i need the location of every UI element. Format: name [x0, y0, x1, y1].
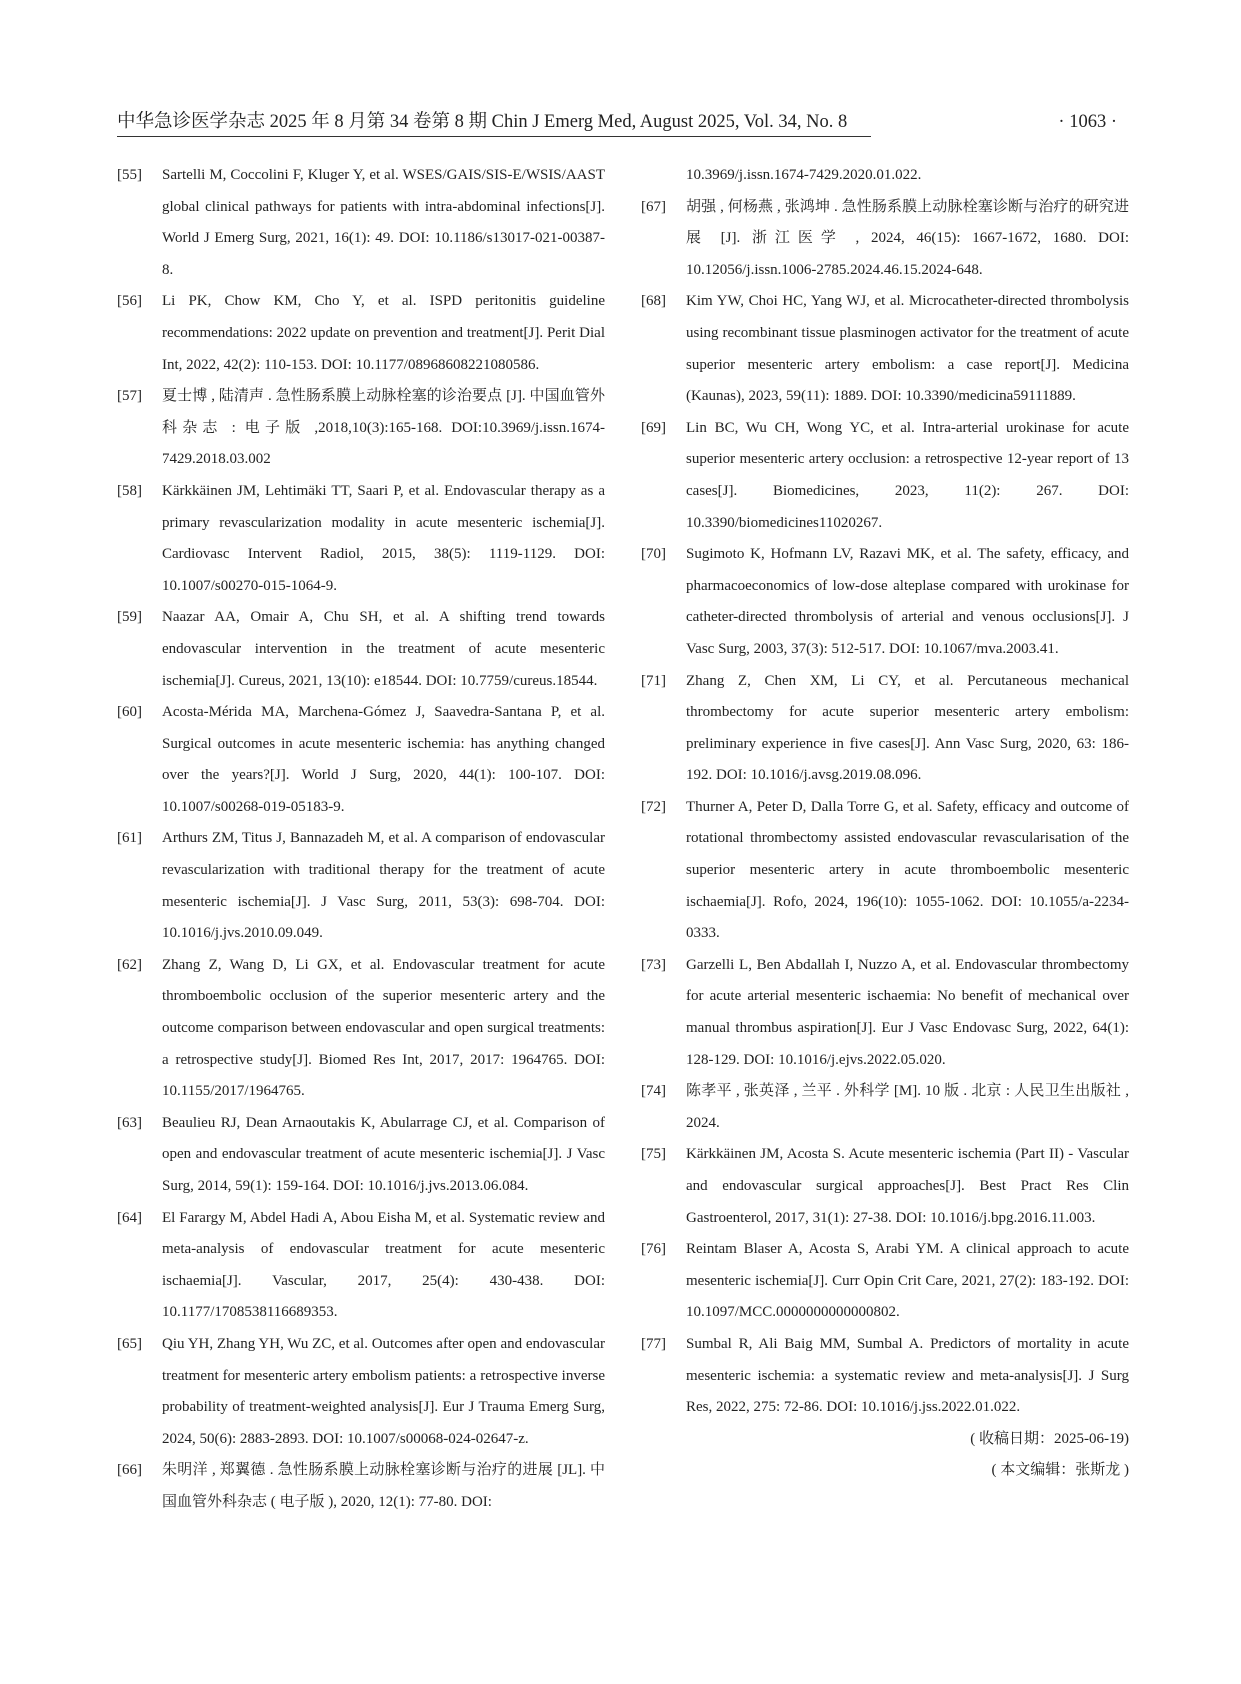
reference-text: Thurner A, Peter D, Dalla Torre G, et al. Safety, efficacy and outcome of rotational thrombectomy assisted endovascular revascularisation of the superior mesenteric artery in acute thromboembolic mesenteric ischaemia[J]. Rofo, 2024, 196(10): 1055-1062. DOI: 10.1055/a-2234-0333. [686, 798, 1129, 942]
left-column [117, 160, 605, 1519]
reference-number: [57] [117, 388, 142, 405]
reference-number: [55] [117, 167, 142, 183]
reference-text: El Farargy M, Abdel Hadi A, Abou Eisha M, et al. Systematic review and meta-analysis of endovascular treatment for acute mesenteric ischaemia[J]. Vascular, 2017, 25(4): 430-438. DOI: 10.1177/1708538116689353. [162, 1209, 605, 1321]
reference-number: [71] [641, 672, 666, 689]
reference-item [641, 1234, 1129, 1329]
reference-text: Garzelli L, Ben Abdallah I, Nuzzo A, et al. Endovascular thrombectomy for acute arterial mesenteric ischaemia: No benefit of mechanical over manual thrombus aspiration[J]. Eur J Vasc Endovasc Surg, 2022, 64(1): 128-129. DOI: 10.1016/j.ejvs.2022.05.020. [686, 956, 1129, 1068]
reference-number: [62] [117, 956, 142, 973]
reference-text: Zhang Z, Wang D, Li GX, et al. Endovascular treatment for acute thromboembolic occlusion of the superior mesenteric artery and the outcome comparison between endovascular and open surgical treatments: a retrospective study[J]. Biomed Res Int, 2017, 2017: 1964765. DOI: 10.1155/2017/1964765. [162, 956, 605, 1100]
reference-number: [68] [641, 293, 666, 310]
reference-item [641, 1076, 1129, 1139]
received-date: ( 收稿日期：2025-06-19) [970, 1430, 1129, 1447]
reference-number: [73] [641, 956, 666, 973]
reference-number: [69] [641, 419, 666, 436]
reference-number: [72] [641, 798, 666, 815]
reference-item [117, 1203, 605, 1329]
reference-item [641, 192, 1129, 287]
reference-text: Kärkkäinen JM, Acosta S. Acute mesenteric ischemia (Part II) - Vascular and endovascular surgical approaches[J]. Best Pract Res Clin Gastroenterol, 2017, 31(1): 27-38. DOI: 10.1016/j.bpg.2016.11.003. [686, 1146, 1129, 1226]
reference-number: [58] [117, 482, 142, 499]
reference-text: 朱明洋 , 郑翼德 . 急性肠系膜上动脉栓塞诊断与治疗的进展 [JL]. 中国血管外科杂志 ( 电子版 ), 2020, 12(1): 77-80. DOI: [162, 1462, 605, 1510]
reference-text: Qiu YH, Zhang YH, Wu ZC, et al. Outcomes after open and endovascular treatment for mesenteric artery embolism patients: a retrospective inverse probability of treatment-weighted analysis[J]. Eur J Trauma Emerg Surg, 2024, 50(6): 2883-2893. DOI: 10.1007/s00068-024-02647-z. [162, 1335, 605, 1447]
page-number: · 1063 · [1058, 112, 1117, 132]
reference-item [641, 1329, 1129, 1424]
reference-item [117, 286, 605, 381]
reference-text: 夏士博 , 陆清声 . 急性肠系膜上动脉栓塞的诊治要点 [J]. 中国血管外科杂志 : 电子版 ,2018,10(3):165-168. DOI:10.3969/j.issn.1674-7429.2018.03.002 [162, 388, 605, 468]
reference-item [117, 602, 605, 697]
reference-text: Li PK, Chow KM, Cho Y, et al. ISPD peritonitis guideline recommendations: 2022 update on prevention and treatment[J]. Perit Dial Int, 2022, 42(2): 110-153. DOI: 10.1177/08968608221080586. [162, 293, 605, 373]
reference-item [641, 950, 1129, 1076]
reference-item [117, 1455, 605, 1518]
reference-text: Kärkkäinen JM, Lehtimäki TT, Saari P, et al. Endovascular therapy as a primary revascularization modality in acute mesenteric ischemia[J]. Cardiovasc Intervent Radiol, 2015, 38(5): 1119-1129. DOI: 10.1007/s00270-015-1064-9. [162, 482, 605, 594]
reference-number: [59] [117, 609, 142, 626]
running-header [117, 108, 1117, 136]
reference-text: Reintam Blaser A, Acosta S, Arabi YM. A clinical approach to acute mesenteric ischemia[J]. Curr Opin Crit Care, 2021, 27(2): 183-192. DOI: 10.1097/MCC.0000000000000802. [686, 1241, 1129, 1321]
reference-item [641, 413, 1129, 539]
reference-number: [60] [117, 704, 142, 721]
reference-text: Naazar AA, Omair A, Chu SH, et al. A shifting trend towards endovascular intervention in the treatment of acute mesenteric ischemia[J]. Cureus, 2021, 13(10): e18544. DOI: 10.7759/cureus.18544. [162, 609, 605, 689]
reference-text: Sumbal R, Ali Baig MM, Sumbal A. Predictors of mortality in acute mesenteric ischemia: a systematic review and meta-analysis[J]. J Surg Res, 2022, 275: 72-86. DOI: 10.1016/j.jss.2022.01.022. [686, 1335, 1129, 1416]
reference-number: [67] [641, 198, 666, 215]
reference-item [117, 1329, 605, 1455]
reference-number: [64] [117, 1209, 142, 1226]
reference-text: Sartelli M, Coccolini F, Kluger Y, et al. WSES/GAIS/SIS-E/WSIS/AAST global clinical pathways for patients with intra-abdominal infections[J]. World J Emerg Surg, 2021, 16(1): 49. DOI: 10.1186/s13017-021-00387-8. [162, 167, 605, 278]
reference-number: [76] [641, 1241, 666, 1258]
reference-continuation: 10.3969/j.issn.1674-7429.2020.01.022. [686, 167, 922, 183]
reference-item [117, 950, 605, 1108]
reference-text: 胡强 , 何杨燕 , 张鸿坤 . 急性肠系膜上动脉栓塞诊断与治疗的研究进展 [J]. 浙江医学 , 2024, 46(15): 1667-1672, 1680. DOI: 10.12056/j.issn.1006-2785.2024.46.15.2024-648. [686, 198, 1129, 278]
reference-text: Beaulieu RJ, Dean Arnaoutakis K, Abularrage CJ, et al. Comparison of open and endovascular treatment of acute mesenteric ischemia[J]. J Vasc Surg, 2014, 59(1): 159-164. DOI: 10.1016/j.jvs.2013.06.084. [162, 1114, 605, 1194]
reference-number: [70] [641, 546, 666, 563]
reference-number: [56] [117, 293, 142, 310]
reference-item [641, 286, 1129, 412]
reference-item [117, 381, 605, 476]
reference-item [117, 1108, 605, 1203]
reference-text: Zhang Z, Chen XM, Li CY, et al. Percutaneous mechanical thrombectomy for acute superior mesenteric artery embolism: preliminary experience in five cases[J]. Ann Vasc Surg, 2020, 63: 186-192. DOI: 10.1016/j.avsg.2019.08.096. [686, 672, 1129, 784]
reference-number: [74] [641, 1083, 666, 1100]
reference-item [117, 697, 605, 823]
reference-number: [77] [641, 1335, 666, 1352]
header-underline [117, 136, 871, 137]
reference-number: [66] [117, 1462, 142, 1479]
reference-item [117, 476, 605, 602]
reference-item [641, 539, 1129, 665]
reference-item [117, 160, 605, 286]
reference-number: [61] [117, 830, 142, 847]
editor-credit: ( 本文编辑：张斯龙 ) [991, 1462, 1129, 1479]
reference-number: [65] [117, 1335, 142, 1352]
reference-text: 陈孝平 , 张英泽 , 兰平 . 外科学 [M]. 10 版 . 北京 : 人民卫生出版社 , 2024. [686, 1083, 1129, 1131]
reference-number: [75] [641, 1146, 666, 1163]
right-column [641, 160, 1129, 1487]
reference-text: Lin BC, Wu CH, Wong YC, et al. Intra-arterial urokinase for acute superior mesenteric artery occlusion: a retrospective 12-year report of 13 cases[J]. Biomedicines, 2023, 11(2): 267. DOI: 10.3390/biomedicines11020267. [686, 419, 1129, 531]
reference-text: Sugimoto K, Hofmann LV, Razavi MK, et al. The safety, efficacy, and pharmacoeconomics of low-dose alteplase compared with urokinase for catheter-directed thrombolysis of arterial and venous occlusions[J]. J Vasc Surg, 2003, 37(3): 512-517. DOI: 10.1067/mva.2003.41. [686, 546, 1129, 657]
reference-item [641, 1139, 1129, 1234]
reference-text: Kim YW, Choi HC, Yang WJ, et al. Microcatheter-directed thrombolysis using recombinant tissue plasminogen activator for the treatment of acute superior mesenteric artery embolism: a case report[J]. Medicina (Kaunas), 2023, 59(11): 1889. DOI: 10.3390/medicina59111889. [686, 293, 1129, 405]
reference-number: [63] [117, 1114, 142, 1131]
reference-item [641, 666, 1129, 792]
reference-text: Acosta-Mérida MA, Marchena-Gómez J, Saavedra-Santana P, et al. Surgical outcomes in acute mesenteric ischemia: has anything changed over the years?[J]. World J Surg, 2020, 44(1): 100-107. DOI: 10.1007/s00268-019-05183-9. [162, 704, 605, 815]
reference-item [641, 792, 1129, 950]
reference-item [117, 823, 605, 949]
journal-citation: 中华急诊医学杂志 2025 年 8 月第 34 卷第 8 期 Chin J Emerg Med, August 2025, Vol. 34, No. 8 [117, 112, 848, 132]
reference-text: Arthurs ZM, Titus J, Bannazadeh M, et al. A comparison of endovascular revascularization with traditional therapy for the treatment of acute mesenteric ischemia[J]. J Vasc Surg, 2011, 53(3): 698-704. DOI: 10.1016/j.jvs.2010.09.049. [162, 830, 605, 942]
